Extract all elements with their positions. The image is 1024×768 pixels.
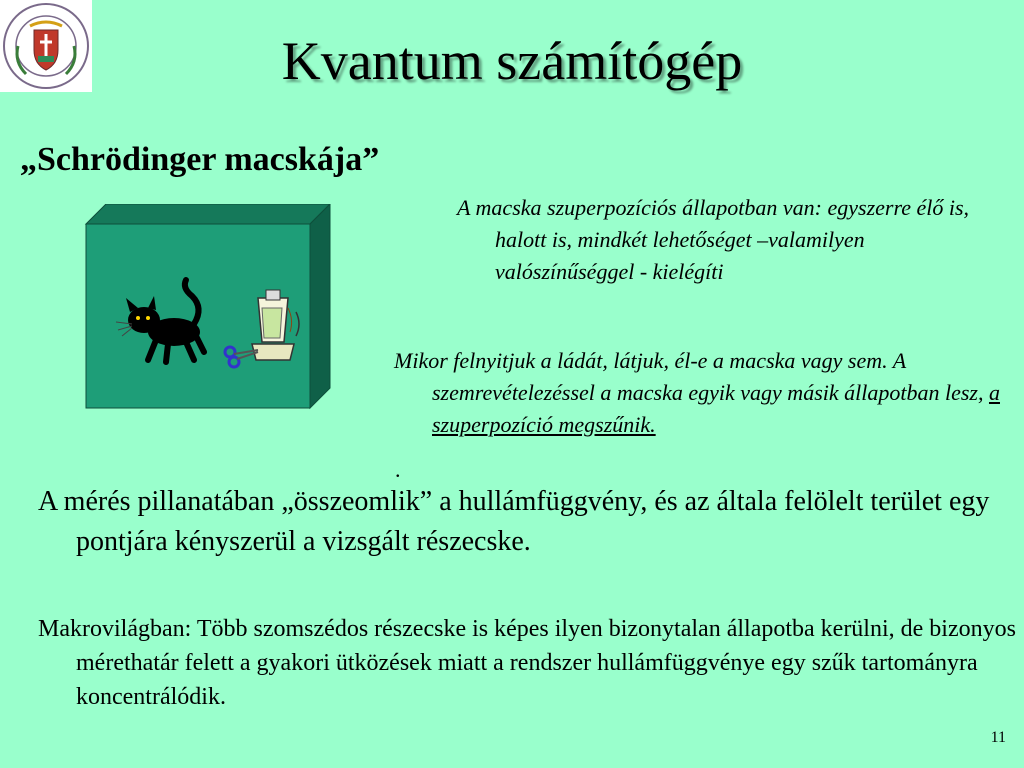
observation-text: Mikor felnyitjuk a ládát, látjuk, él-e a macska vagy sem. A szemrevételezéssel a macska egyik vagy másik állapotban lesz,: [394, 348, 989, 405]
superposition-ends-text: a szuperpozíció megszűnik.: [432, 380, 1000, 437]
schrodinger-box-illustration: [82, 204, 332, 410]
stray-dot: .: [395, 457, 401, 482]
wavefunction-collapse-paragraph: A mérés pillanatában „összeomlik” a hullámfüggvény, és az általa felölelt terület egy pontjára kényszerül a vizsgált részecske.: [38, 486, 990, 557]
observation-paragraph: [394, 345, 1024, 441]
macroworld-paragraph: Makrovilágban: Több szomszédos részecske is képes ilyen bizonytalan állapotba kerülni, de bizonyos mérethatár felett a gyakori ütközések miatt a rendszer hullámfüggvénye egy szűk tartományra koncentrálódik.: [38, 616, 1016, 710]
slide-title: Kvantum számítógép: [281, 31, 743, 91]
slide-subtitle: „Schrödinger macskája”: [20, 141, 380, 178]
page-number: 11: [990, 729, 1006, 746]
superposition-paragraph: A macska szuperpozíciós állapotban van: egyszerre élő is, halott is, mindkét lehetőséget –valamilyen valószínűséggel - kielégíti: [457, 195, 970, 284]
